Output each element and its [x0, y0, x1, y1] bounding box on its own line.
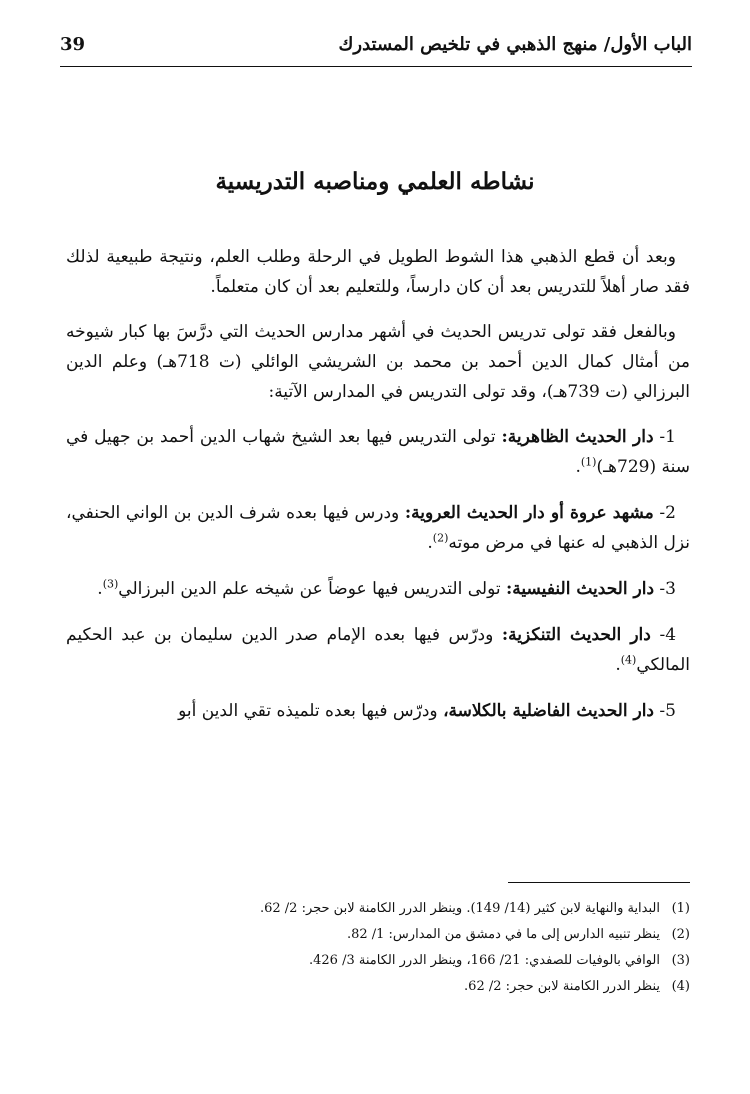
- school-text: ودرّس فيها بعده الإمام صدر الدين سليمان بن عبد الحكيم المالكي: [66, 625, 690, 675]
- school-name: دار الحديث الظاهرية:: [501, 427, 654, 447]
- school-text: تولى التدريس فيها بعد الشيخ شهاب الدين أحمد بن جهيل في سنة (729هـ): [66, 427, 690, 477]
- page-number: 39: [60, 34, 86, 55]
- school-name: دار الحديث النفيسية:: [506, 579, 655, 599]
- school-item: 2- مشهد عروة أو دار الحديث العروية: ودرس فيها بعده شرف الدين بن الواني الحنفي، نزل الذهبي له عنها في مرض موته$^{(2)}$.: [66, 503, 690, 553]
- school-name: دار الحديث التنكزية:: [501, 625, 651, 645]
- school-item: 4- دار الحديث التنكزية: ودرّس فيها بعده الإمام صدر الدين سليمان بن عبد الحكيم المالكي$^{(4)}$.: [66, 625, 690, 675]
- footnote-mark: (1): [671, 901, 690, 916]
- footnote-mark: (3): [671, 953, 690, 968]
- school-text: تولى التدريس فيها عوضاً عن شيخه علم الدين البرزالي: [118, 579, 501, 599]
- school-text: ودرس فيها بعده شرف الدين بن الواني الحنفي، نزل الذهبي له عنها في مرض موته: [66, 503, 690, 553]
- footnote-ref[interactable]: (4): [620, 653, 637, 667]
- footnote-mark: (2): [671, 927, 690, 942]
- paragraph: وبعد أن قطع الذهبي هذا الشوط الطويل في الرحلة وطلب العلم، ونتيجة طبيعية لذلك فقد صار أهلاً للتدريس بعد أن كان دارساً، وللتعليم بعد أن كان متعلماً.: [66, 247, 690, 297]
- school-name: مشهد عروة أو دار الحديث العروية:: [404, 503, 654, 523]
- school-item: 1- دار الحديث الظاهرية: تولى التدريس فيها بعد الشيخ شهاب الدين أحمد بن جهيل في سنة (729هـ)$^{(1)}$.: [66, 427, 690, 477]
- footnote-ref[interactable]: (3): [102, 577, 119, 591]
- footnote: [120, 896, 690, 922]
- footnote: [120, 922, 690, 948]
- footnote-separator: [508, 882, 690, 883]
- main-text: [66, 242, 690, 742]
- item-number: 1-: [659, 427, 676, 447]
- running-head: [60, 30, 692, 64]
- school-item: 3- دار الحديث النفيسية: تولى التدريس فيها عوضاً عن شيخه علم الدين البرزالي$^{(3)}$.: [97, 577, 676, 599]
- paragraph: وبالفعل فقد تولى تدريس الحديث في أشهر مدارس الحديث التي درَّسَ بها كبار شيوخه من أمثال كمال الدين أحمد بن محمد بن الشريشي الوائلي (ت 718هـ) وعلم الدين البرزالي (ت 739هـ)، وقد تولى التدريس في المدارس الآتية:: [66, 322, 690, 402]
- running-title: الباب الأول/ منهج الذهبي في تلخيص المستدرك: [338, 34, 692, 55]
- item-number: 3-: [659, 579, 676, 599]
- footnote-text: الوافي بالوفيات للصفدي: 21/ 166، وينظر الدرر الكامنة 3/ 426.: [309, 953, 660, 968]
- school-item: [66, 696, 690, 726]
- footnote-text: ينظر الدرر الكامنة لابن حجر: 2/ 62.: [464, 979, 660, 994]
- header-rule: [60, 66, 692, 67]
- footnote: [120, 948, 690, 974]
- item-number: 2-: [659, 503, 676, 523]
- section-title: نشاطه العلمي ومناصبه التدريسية: [215, 168, 535, 195]
- footnote-ref[interactable]: (1): [580, 455, 597, 469]
- footnote-text: ينظر تنبيه الدارس إلى ما في دمشق من المدارس: 1/ 82.: [346, 927, 660, 942]
- footnotes: [120, 896, 690, 1000]
- footnote-text: البداية والنهاية لابن كثير (14/ 149). وينظر الدرر الكامنة لابن حجر: 2/ 62.: [259, 901, 660, 916]
- school-name: دار الحديث الفاضلية بالكلاسة،: [443, 701, 655, 721]
- footnote: [120, 974, 690, 1000]
- school-text: ودرّس فيها بعده تلميذه تقي الدين أبو: [178, 701, 438, 721]
- item-number: 4-: [659, 625, 677, 645]
- footnote-ref[interactable]: (2): [432, 531, 449, 545]
- item-number: 5-: [659, 701, 676, 721]
- footnote-mark: (4): [671, 979, 690, 994]
